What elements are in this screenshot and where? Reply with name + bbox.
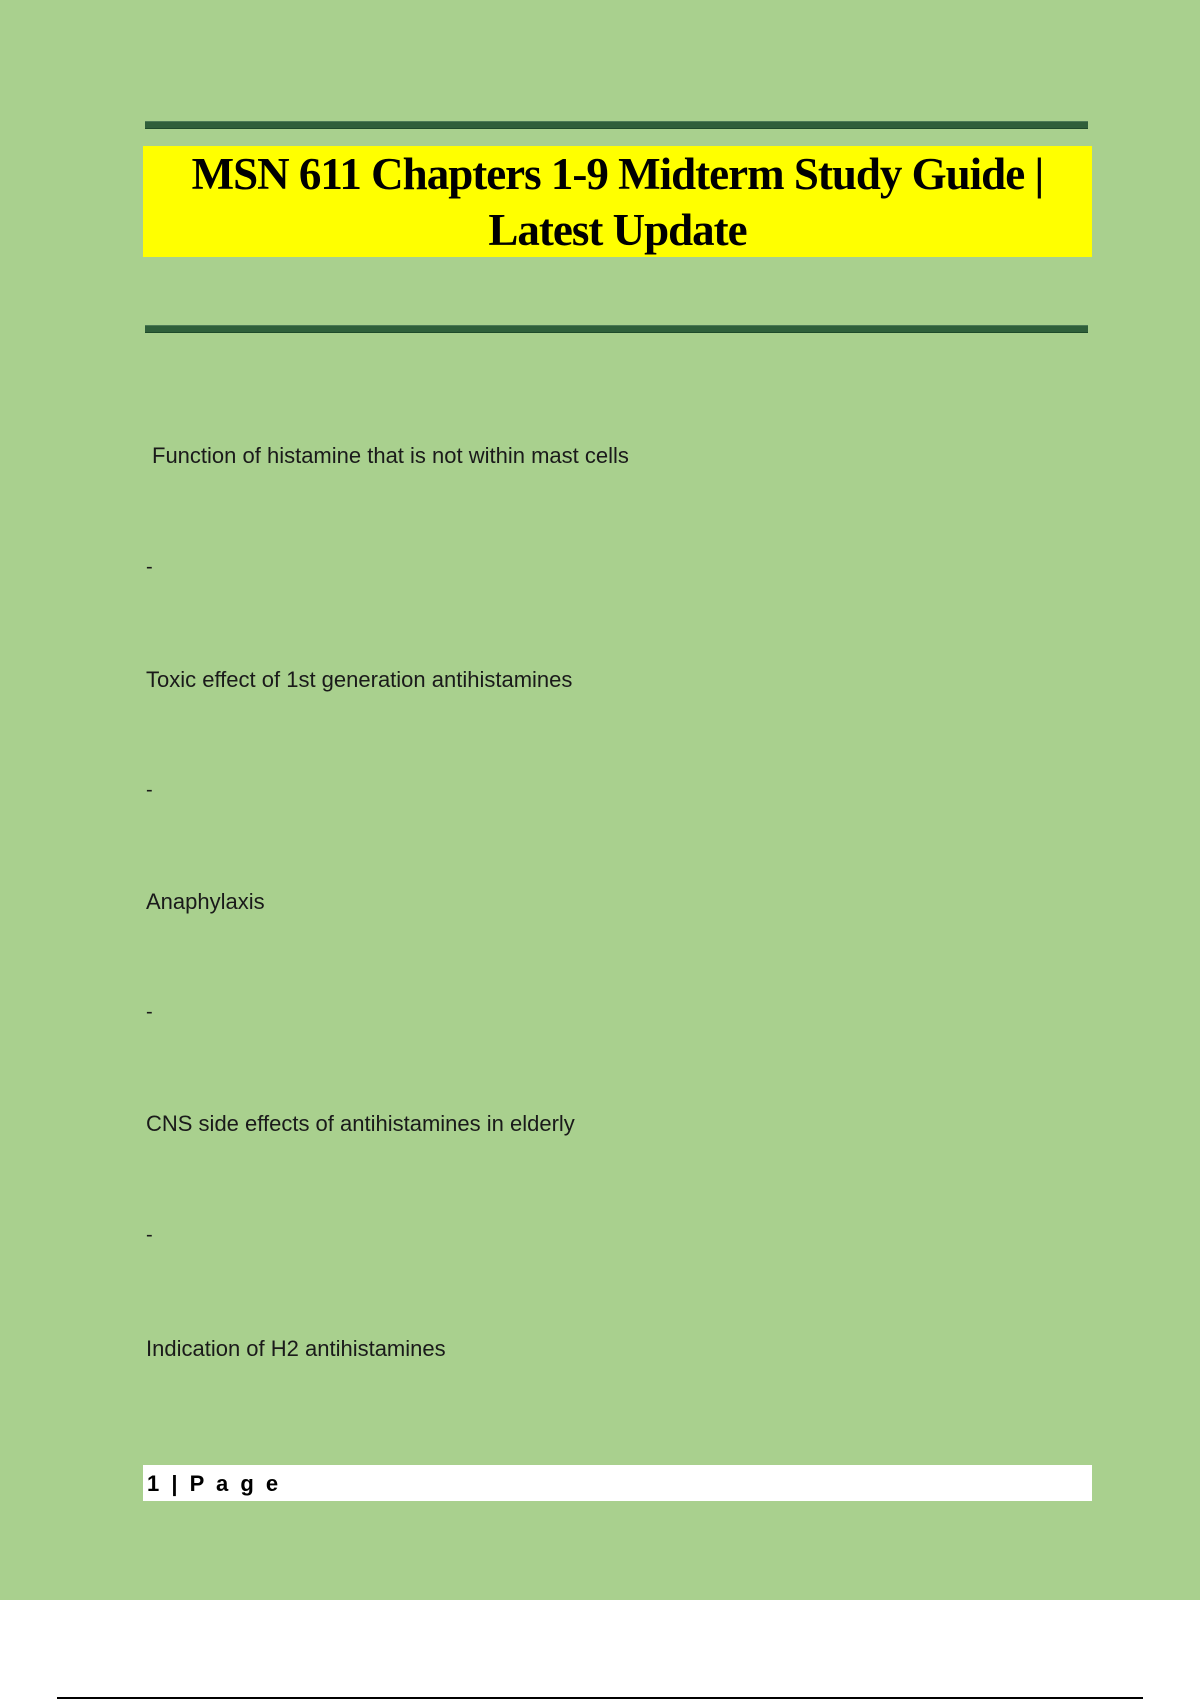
page-number: 1 | P a g e: [147, 1471, 282, 1496]
page-footer: [143, 1465, 1092, 1501]
answer-1: -: [146, 556, 153, 578]
bottom-divider: [145, 325, 1088, 333]
question-5: Indication of H2 antihistamines: [146, 1336, 446, 1361]
question-3: Anaphylaxis: [146, 889, 265, 914]
question-4: CNS side effects of antihistamines in elderly: [146, 1111, 575, 1136]
title-banner: [143, 146, 1092, 257]
title-line-1: MSN 611 Chapters 1-9 Midterm Study Guide |: [191, 148, 1044, 199]
answer-2: -: [146, 779, 153, 801]
document-title: [192, 146, 1044, 258]
title-line-2: Latest Update: [488, 204, 747, 255]
question-1: Function of histamine that is not within mast cells: [152, 443, 629, 468]
answer-3: -: [146, 1001, 153, 1023]
answer-4: -: [146, 1224, 153, 1246]
page-break-line: [57, 1697, 1143, 1699]
top-divider: [145, 121, 1088, 129]
question-2: Toxic effect of 1st generation antihistamines: [146, 667, 573, 692]
